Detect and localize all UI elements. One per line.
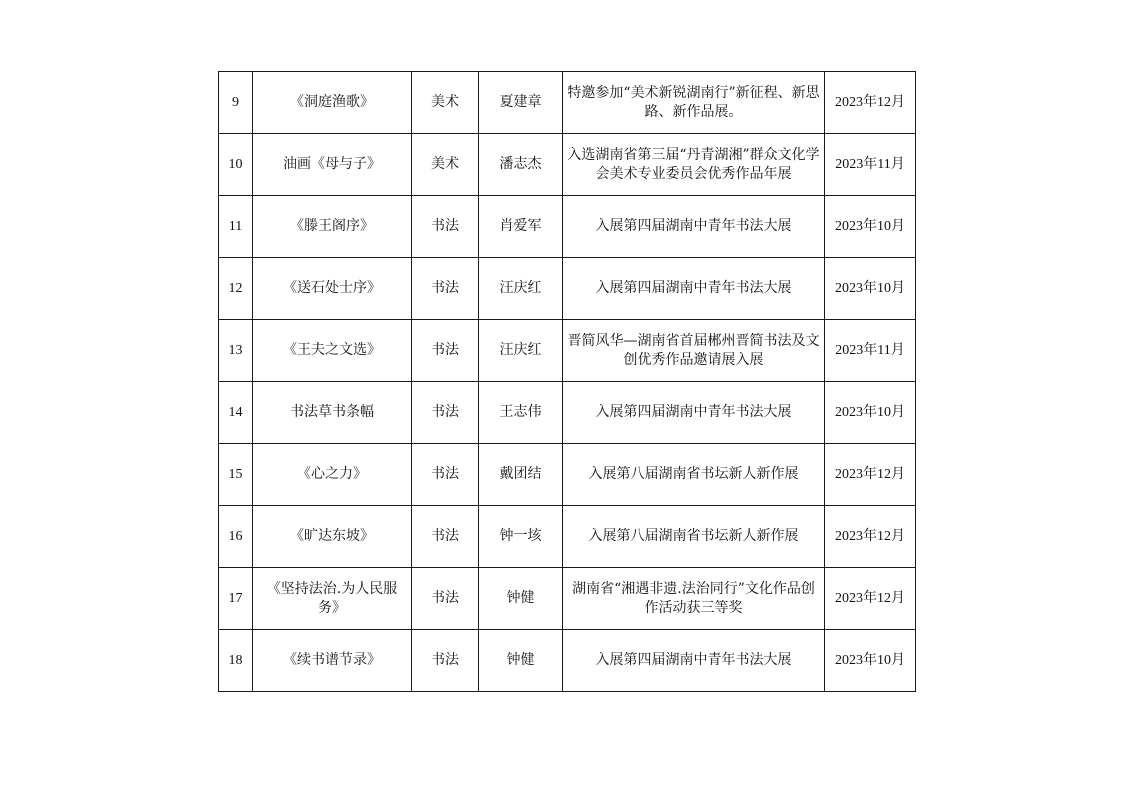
work-category: 书法 [412,196,479,258]
work-author: 夏建章 [479,72,563,134]
award-description: 入展第四届湖南中青年书法大展 [563,196,825,258]
work-category: 书法 [412,320,479,382]
work-title: 《送石处士序》 [253,258,412,320]
work-title: 书法草书条幅 [253,382,412,444]
award-date: 2023年11月 [825,134,916,196]
table-row [219,568,916,630]
award-description: 入展第八届湖南省书坛新人新作展 [563,506,825,568]
table-row [219,444,916,506]
awards-table [218,71,916,692]
table-row [219,506,916,568]
work-title: 《续书谱节录》 [253,630,412,692]
work-author: 戴团结 [479,444,563,506]
work-title: 《心之力》 [253,444,412,506]
award-date: 2023年11月 [825,320,916,382]
work-author: 钟健 [479,568,563,630]
award-date: 2023年10月 [825,196,916,258]
award-date: 2023年10月 [825,382,916,444]
work-title: 《王夫之文选》 [253,320,412,382]
award-description: 入展第八届湖南省书坛新人新作展 [563,444,825,506]
work-category: 书法 [412,568,479,630]
work-title: 《滕王阁序》 [253,196,412,258]
work-category: 美术 [412,134,479,196]
row-number: 10 [219,134,253,196]
award-description: 入展第四届湖南中青年书法大展 [563,382,825,444]
work-title: 《坚持法治.为人民服务》 [253,568,412,630]
award-description: 入选湖南省第三届“丹青湖湘”群众文化学会美术专业委员会优秀作品年展 [563,134,825,196]
work-author: 汪庆红 [479,320,563,382]
work-author: 肖爱军 [479,196,563,258]
award-date: 2023年10月 [825,630,916,692]
work-author: 钟一垓 [479,506,563,568]
row-number: 17 [219,568,253,630]
award-description: 入展第四届湖南中青年书法大展 [563,630,825,692]
work-category: 书法 [412,382,479,444]
award-date: 2023年12月 [825,72,916,134]
row-number: 11 [219,196,253,258]
row-number: 16 [219,506,253,568]
table-row [219,630,916,692]
awards-table-body [219,72,916,692]
award-date: 2023年12月 [825,444,916,506]
work-category: 美术 [412,72,479,134]
award-description: 入展第四届湖南中青年书法大展 [563,258,825,320]
work-category: 书法 [412,258,479,320]
work-author: 汪庆红 [479,258,563,320]
work-title: 油画《母与子》 [253,134,412,196]
row-number: 18 [219,630,253,692]
award-description: 晋简风华—湖南省首届郴州晋简书法及文创优秀作品邀请展入展 [563,320,825,382]
table-row [219,134,916,196]
row-number: 9 [219,72,253,134]
work-category: 书法 [412,506,479,568]
work-author: 潘志杰 [479,134,563,196]
table-row [219,196,916,258]
row-number: 12 [219,258,253,320]
award-description: 特邀参加“美术新锐湖南行”新征程、新思路、新作品展。 [563,72,825,134]
award-date: 2023年12月 [825,568,916,630]
row-number: 15 [219,444,253,506]
row-number: 13 [219,320,253,382]
work-category: 书法 [412,630,479,692]
table-row [219,72,916,134]
row-number: 14 [219,382,253,444]
work-author: 王志伟 [479,382,563,444]
work-title: 《旷达东坡》 [253,506,412,568]
table-row [219,382,916,444]
work-category: 书法 [412,444,479,506]
table-row [219,320,916,382]
work-author: 钟健 [479,630,563,692]
award-date: 2023年10月 [825,258,916,320]
award-description: 湖南省“湘遇非遗.法治同行”文化作品创作活动获三等奖 [563,568,825,630]
work-title: 《洞庭渔歌》 [253,72,412,134]
table-row [219,258,916,320]
award-date: 2023年12月 [825,506,916,568]
